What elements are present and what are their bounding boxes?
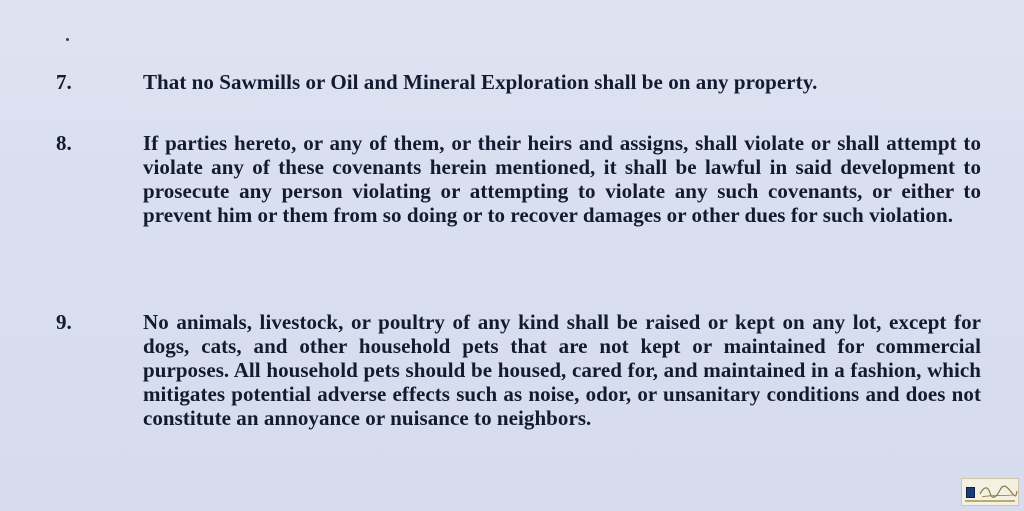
clause-text: That no Sawmills or Oil and Mineral Exploration shall be on any property. (143, 70, 818, 94)
brokerage-logo (961, 478, 1019, 506)
logo-underline (965, 500, 1015, 502)
clause-number: 7. (56, 70, 72, 94)
speck-mark (66, 38, 69, 41)
clause-number: 8. (56, 131, 72, 155)
realtor-icon (966, 487, 975, 498)
clause-text: No animals, livestock, or poultry of any kind shall be raised or kept on any lot, except for dogs, cats, and other household pets that are not kept or maintained for commercial purposes. All household pets should be housed, cared for, and maintained in a fashion, which mitigates potential adverse effects such as noise, odor, or unsanitary conditions and does not constitute an annoyance or nuisance to neighbors. (143, 310, 981, 430)
clause-text: If parties hereto, or any of them, or their heirs and assigns, shall violate or shall attempt to violate any of these covenants herein mentioned, it shall be lawful in said development to prosecute any person violating or attempting to violate any such covenants, or either to prevent him or them from so doing or to recover damages or other dues for such violation. (143, 131, 981, 227)
clause-number: 9. (56, 310, 72, 334)
script-logo-mark (978, 484, 1018, 500)
